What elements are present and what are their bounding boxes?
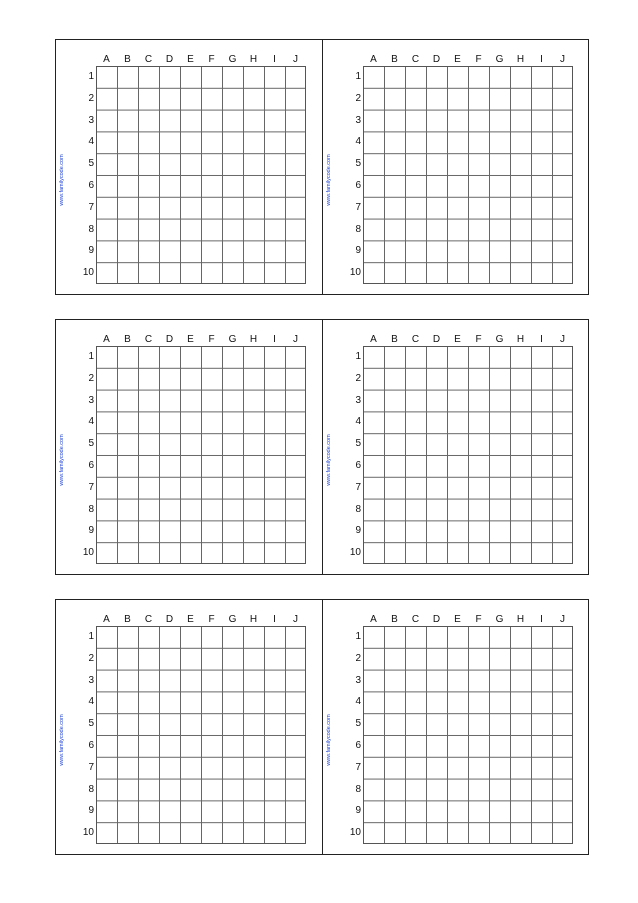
column-label: D [165, 614, 174, 625]
column-label: E [187, 334, 194, 345]
watermark-text: www.familycode.com [59, 434, 65, 486]
watermark [326, 154, 339, 206]
row-label: 4 [355, 416, 361, 428]
column-label: H [249, 614, 258, 625]
column-label: J [293, 54, 298, 65]
column-label: B [124, 54, 131, 65]
watermark [326, 714, 339, 766]
column-label: I [273, 614, 276, 625]
row-label: 5 [355, 158, 361, 170]
column-label: J [293, 614, 298, 625]
column-label: H [249, 334, 258, 345]
row-label: 5 [355, 718, 361, 730]
column-label: C [411, 614, 420, 625]
watermark [59, 434, 72, 486]
game-grid [96, 346, 306, 564]
column-label: I [273, 334, 276, 345]
row-label: 8 [88, 223, 94, 235]
row-label: 7 [88, 761, 94, 773]
row-label: 6 [88, 740, 94, 751]
row-label: 3 [355, 114, 361, 126]
row-label: 9 [355, 525, 361, 537]
column-label: G [228, 334, 237, 345]
column-label: D [165, 334, 174, 345]
row-label: 6 [355, 180, 361, 191]
row-label: 1 [88, 351, 94, 362]
battleship-card [56, 320, 323, 574]
column-label: A [370, 614, 377, 625]
column-label: F [208, 614, 215, 625]
column-label: C [411, 334, 420, 345]
watermark-text: www.familycode.com [59, 154, 65, 206]
row-label: 8 [88, 503, 94, 515]
column-label: B [124, 614, 131, 625]
row-label: 3 [355, 674, 361, 686]
watermark [326, 434, 339, 486]
row-label: 7 [88, 201, 94, 213]
column-label: G [228, 54, 237, 65]
column-label: C [144, 614, 153, 625]
column-label: B [391, 54, 398, 65]
column-label: H [249, 54, 258, 65]
game-grid [96, 626, 306, 844]
watermark [59, 154, 72, 206]
column-label: G [495, 334, 504, 345]
game-grid [363, 346, 573, 564]
battleship-card [323, 600, 590, 854]
column-label: I [540, 334, 543, 345]
watermark-text: www.familycode.com [326, 714, 332, 766]
row-label: 2 [355, 92, 361, 104]
row-label: 6 [88, 460, 94, 471]
column-label: H [516, 334, 525, 345]
column-label: H [516, 54, 525, 65]
row-label: 5 [88, 718, 94, 730]
column-label: J [293, 334, 298, 345]
row-label: 9 [88, 805, 94, 817]
row-label: 10 [82, 547, 94, 559]
row-label: 4 [355, 696, 361, 708]
row-label: 3 [88, 114, 94, 126]
column-label: A [370, 54, 377, 65]
column-label: E [454, 334, 461, 345]
battleship-card [323, 40, 590, 294]
row-label: 9 [88, 525, 94, 537]
column-label: I [540, 54, 543, 65]
row-label: 3 [88, 674, 94, 686]
battleship-card [56, 600, 323, 854]
row-label: 9 [88, 245, 94, 257]
column-label: F [208, 334, 215, 345]
row-label: 7 [355, 761, 361, 773]
row-label: 10 [82, 267, 94, 279]
column-label: E [454, 614, 461, 625]
row-label: 10 [349, 267, 361, 279]
row-label: 6 [355, 740, 361, 751]
column-label: B [391, 334, 398, 345]
row-label: 1 [355, 71, 361, 82]
column-label: A [103, 334, 110, 345]
row-label: 2 [88, 652, 94, 664]
row-label: 2 [355, 652, 361, 664]
game-grid [363, 626, 573, 844]
watermark [59, 714, 72, 766]
column-label: F [475, 614, 482, 625]
card-row [55, 39, 589, 295]
row-label: 7 [88, 481, 94, 493]
row-label: 1 [355, 351, 361, 362]
row-label: 1 [355, 631, 361, 642]
column-label: I [273, 54, 276, 65]
row-label: 2 [88, 92, 94, 104]
card-row [55, 599, 589, 855]
column-label: B [391, 614, 398, 625]
column-label: E [187, 54, 194, 65]
row-label: 7 [355, 481, 361, 493]
row-label: 4 [88, 136, 94, 148]
row-label: 4 [355, 136, 361, 148]
row-label: 5 [88, 158, 94, 170]
battleship-card [56, 40, 323, 294]
game-grid [96, 66, 306, 284]
column-label: F [208, 54, 215, 65]
column-label: C [144, 334, 153, 345]
column-label: A [103, 614, 110, 625]
column-label: J [560, 54, 565, 65]
row-label: 1 [88, 631, 94, 642]
watermark-text: www.familycode.com [326, 434, 332, 486]
column-label: G [228, 614, 237, 625]
row-label: 9 [355, 245, 361, 257]
row-label: 8 [355, 503, 361, 515]
row-label: 3 [88, 394, 94, 406]
row-label: 5 [88, 438, 94, 450]
column-label: J [560, 614, 565, 625]
column-label: D [165, 54, 174, 65]
column-label: H [516, 614, 525, 625]
game-grid [363, 66, 573, 284]
row-label: 2 [355, 372, 361, 384]
row-label: 9 [355, 805, 361, 817]
row-label: 8 [88, 783, 94, 795]
row-label: 8 [355, 783, 361, 795]
row-label: 7 [355, 201, 361, 213]
column-label: G [495, 614, 504, 625]
row-label: 10 [349, 547, 361, 559]
row-label: 2 [88, 372, 94, 384]
column-label: D [432, 334, 441, 345]
column-label: G [495, 54, 504, 65]
column-label: E [454, 54, 461, 65]
column-label: I [540, 614, 543, 625]
column-label: A [103, 54, 110, 65]
column-label: D [432, 54, 441, 65]
row-label: 4 [88, 696, 94, 708]
column-label: E [187, 614, 194, 625]
row-label: 1 [88, 71, 94, 82]
watermark-text: www.familycode.com [59, 714, 65, 766]
column-label: D [432, 614, 441, 625]
column-label: C [411, 54, 420, 65]
column-label: C [144, 54, 153, 65]
row-label: 8 [355, 223, 361, 235]
card-row [55, 319, 589, 575]
column-label: F [475, 334, 482, 345]
row-label: 10 [349, 827, 361, 839]
row-label: 6 [355, 460, 361, 471]
column-label: J [560, 334, 565, 345]
row-label: 6 [88, 180, 94, 191]
row-label: 3 [355, 394, 361, 406]
column-label: B [124, 334, 131, 345]
column-label: A [370, 334, 377, 345]
row-label: 4 [88, 416, 94, 428]
row-label: 10 [82, 827, 94, 839]
row-label: 5 [355, 438, 361, 450]
battleship-card [323, 320, 590, 574]
column-label: F [475, 54, 482, 65]
watermark-text: www.familycode.com [326, 154, 332, 206]
